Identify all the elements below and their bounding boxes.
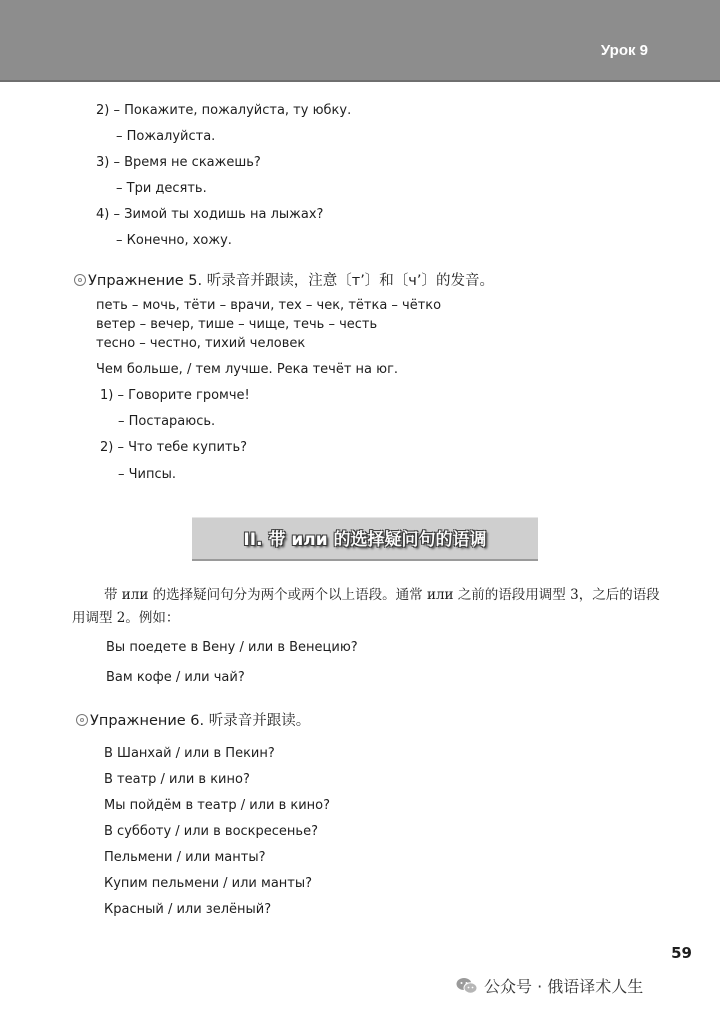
exercise-line: Пельмени / или манты? xyxy=(104,850,266,865)
dialogue-line: – Три десять. xyxy=(116,181,207,196)
exercise-line: Красный / или зелёный? xyxy=(104,902,272,917)
section-heading: II. 带 или 的选择疑问句的语调 xyxy=(192,517,538,561)
exercise-line: Мы пойдём в театр / или в кино? xyxy=(104,798,331,813)
exercise-line: Чем больше, / тем лучше. Река течёт на юг. xyxy=(96,362,399,377)
section-paragraph: 带 или 的选择疑问句分为两个或两个以上语段。通常 или 之前的语段用调型 3，之后的语段用调型 2。例如： xyxy=(72,587,660,626)
example-line: Вам кофе / или чай? xyxy=(106,670,245,685)
watermark: 公众号 · 俄语译术人生 xyxy=(456,974,643,997)
exercise-line: 1) – Говорите громче! xyxy=(100,388,250,403)
dialogue-line: 4) – Зимой ты ходишь на лыжах? xyxy=(96,207,324,222)
wechat-icon xyxy=(456,977,478,995)
exercise-line: петь – мочь, тёти – врачи, тех – чек, тётка – чётко xyxy=(96,298,442,313)
exercise-line: – Чипсы. xyxy=(118,467,177,482)
audio-disc-icon xyxy=(76,714,88,726)
exercise-line: В театр / или в кино? xyxy=(104,772,250,787)
exercise-line: В субботу / или в воскресенье? xyxy=(104,824,318,839)
exercise-line: Купим пельмени / или манты? xyxy=(104,876,313,891)
lesson-label: Урок 9 xyxy=(600,42,648,59)
exercise-6-title: Упражнение 6. 听录音并跟读。 xyxy=(76,712,310,730)
exercise-line: – Постараюсь. xyxy=(118,414,216,429)
exercise-line: тесно – честно, тихий человек xyxy=(96,336,306,351)
dialogue-line: 3) – Время не скажешь? xyxy=(96,155,261,170)
dialogue-line: – Пожалуйста. xyxy=(116,129,216,144)
exercise-line: В Шанхай / или в Пекин? xyxy=(104,746,275,761)
dialogue-line: – Конечно, хожу. xyxy=(116,233,232,248)
audio-disc-icon xyxy=(74,274,86,286)
example-line: Вы поедете в Вену / или в Венецию? xyxy=(106,640,358,655)
header-band xyxy=(0,0,720,82)
exercise-line: 2) – Что тебе купить? xyxy=(100,440,248,455)
page-number: 59 xyxy=(671,944,692,962)
exercise-5-title: Упражнение 5. 听录音并跟读，注意〔т’〕和〔ч’〕的发音。 xyxy=(74,272,494,290)
exercise-line: ветер – вечер, тише – чище, течь – честь xyxy=(96,317,378,332)
dialogue-line: 2) – Покажите, пожалуйста, ту юбку. xyxy=(96,103,352,118)
